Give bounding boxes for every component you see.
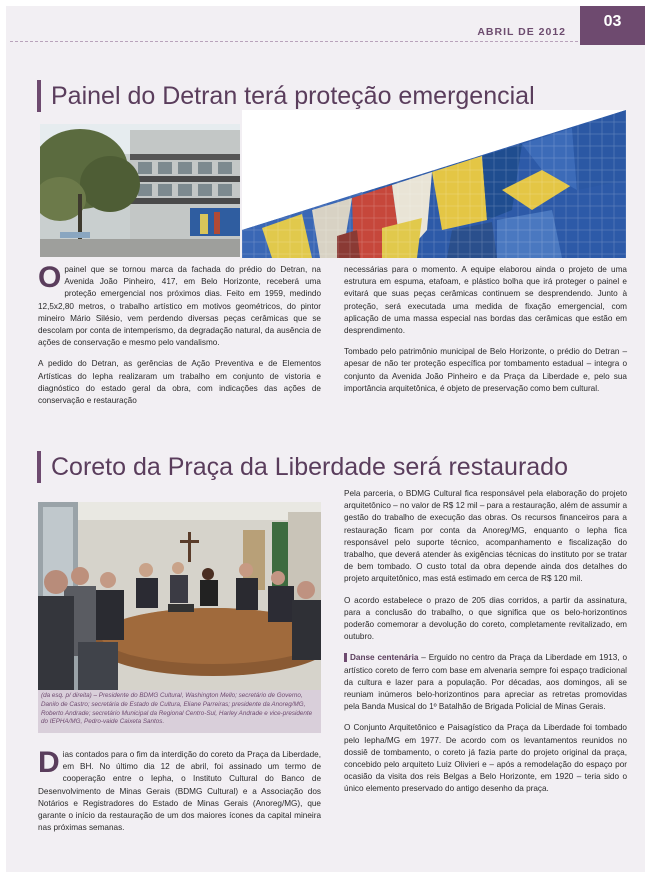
article1-paragraph-4: Tombado pelo patrimônio municipal de Belo Horizonte, o prédio do Detran – apesar de não ter proteção específica por tombamento estadual – integra o conjunto da Avenida João Pinheiro e da Praça da Liberdade e, pelo sua importância arquitetônica, é objeto de preservação como bem cultural.	[344, 347, 627, 393]
dropcap-o: O	[38, 261, 62, 294]
subheading: Danse centenária	[344, 653, 418, 662]
article1-column-left	[38, 261, 321, 416]
geometric-ceramic-panel-photo	[242, 110, 626, 258]
article1-paragraph-3: necessárias para o momento. A equipe elaborou ainda o projeto de uma estrutura em espuma, etafoam, e plástico bolha que irá proteger o painel e evitará que suas peças cerâmicas continuem se desprendendo. Junto à proteção, será executada uma medida de fixação emergencial, com aplicação de uma massa especial nas bordas das cerâmicas que estão em desprendimento.	[344, 265, 627, 336]
article1-paragraph-2: A pedido do Detran, as gerências de Ação Preventiva e de Elementos Artísticas do Iepha realizaram um trabalho em conjunto de vistoria e diagnóstico do estado geral da obra, com indicações das ações de conservação e restauração	[38, 359, 321, 406]
signing-ceremony-photo	[38, 502, 321, 690]
article2-column-right	[344, 488, 627, 805]
header-divider	[10, 41, 578, 42]
issue-date: ABRIL DE 2012	[477, 26, 566, 38]
article2-paragraph-4: Danse centenária – Erguido no centro da Praça da Liberdade em 1913, o artístico coreto de ferro com base em alvenaria sempre foi espaço tradicional da cultura e lazer para a população. Por décadas, aos domingos, ali se reuniam inúmeros belo-horizontinos para apreciar as retretas promovidas pela Banda Musical do 1º Batalhão de Brigada Policial de Minas Gerais.	[344, 653, 627, 712]
detran-building-photo	[40, 124, 240, 257]
article1-paragraph-1: O painel que se tornou marca da fachada do prédio do Detran, na Avenida João Pinheiro, 417, em Belo Horizonte, receberá uma proteção emergencial nos próximos dias. Feito em 1959, medindo 12,5x2,80 metros, o trabalho artístico em motivos geométricos, do pintor mineiro Mário Silésio, vem perdendo diversas peças cerâmicas que se descolam por conta de intemperismo, da degradação natural, da ausência de ações de conservação e mesmo pelo vandalismo.	[38, 261, 321, 348]
article2-column-left	[38, 746, 321, 843]
article2-paragraph-1: Dias contados para o fim da interdição do coreto da Praça da Liberdade, em BH. No último dia 12 de abril, foi assinado um termo de cooperação entre o Iepha, o Instituto Cultural do Banco de Desenvolvimento de Minas Gerais (BDMG Cultural) e a Associação dos Notários e Registradores do Estado de Minas Gerais (Anoreg/MG), que garante o início da restauração de um dos maiores ícones da capital mineira nas próximas semanas.	[38, 746, 321, 833]
photo-caption: (da esq. p/ direita) – Presidente do BDMG Cultural, Washington Mello; secretário de Governo, Danilo de Castro; secretária de Estado de Cultura, Eliane Parreiras; presidente da Anoreg/MG, Roberto Andrade; secretário Municipal da Regional Centro-Sul, Harley Andrade e vice-presidente do IEPHA/MG, Pedro-vaide Caixeta Santos.	[38, 690, 321, 733]
dropcap-d: D	[38, 746, 60, 779]
article1-title: Painel do Detran terá proteção emergencial	[37, 80, 535, 112]
article1-column-right	[344, 264, 627, 404]
article2-paragraph-2: Pela parceria, o BDMG Cultural fica responsável pela elaboração do projeto arquitetônico – no valor de R$ 12 mil – para a restauração, além de assumir a gestão do trabalho de execução das obras. Os recursos financeiros para a restauração ficam por conta da Anoreg/MG, enquanto o Iepha fica responsável pelo suporte técnico, acompanhamento e fiscalização do trabalho, que deverá atender às exigências técnicas do instituto por se tratar de bem tombado. O custo total da obra depende ainda dos detalhes do projeto arquitetônico, mas está estimado em cerca de R$ 120 mil.	[344, 489, 627, 584]
article2-paragraph-5: O Conjunto Arquitetônico e Paisagístico da Praça da Liberdade foi tombado pelo Iepha/MG em 1977. De acordo com os levantamentos reunidos no dossiê de tombamento, o coreto já fazia parte do projeto original da praça, concebido pelo arquiteto Luiz Olivieri e – após a remodelação do espaço por ocasião da visita dos reis Belgas a Belo Horizonte, em 1920 – teria sido o único elemento preservado do antigo desenho da praça.	[344, 723, 627, 794]
article2-paragraph-3: O acordo estabelece o prazo de 205 dias corridos, a partir da assinatura, para a conclusão do trabalho, o que significa que os belo-horizontinos poderão comemorar a devolução do coreto, completamente revitalizado, em outubro.	[344, 595, 627, 642]
page-number: 03	[580, 6, 645, 45]
article2-title: Coreto da Praça da Liberdade será restaurado	[37, 451, 568, 483]
